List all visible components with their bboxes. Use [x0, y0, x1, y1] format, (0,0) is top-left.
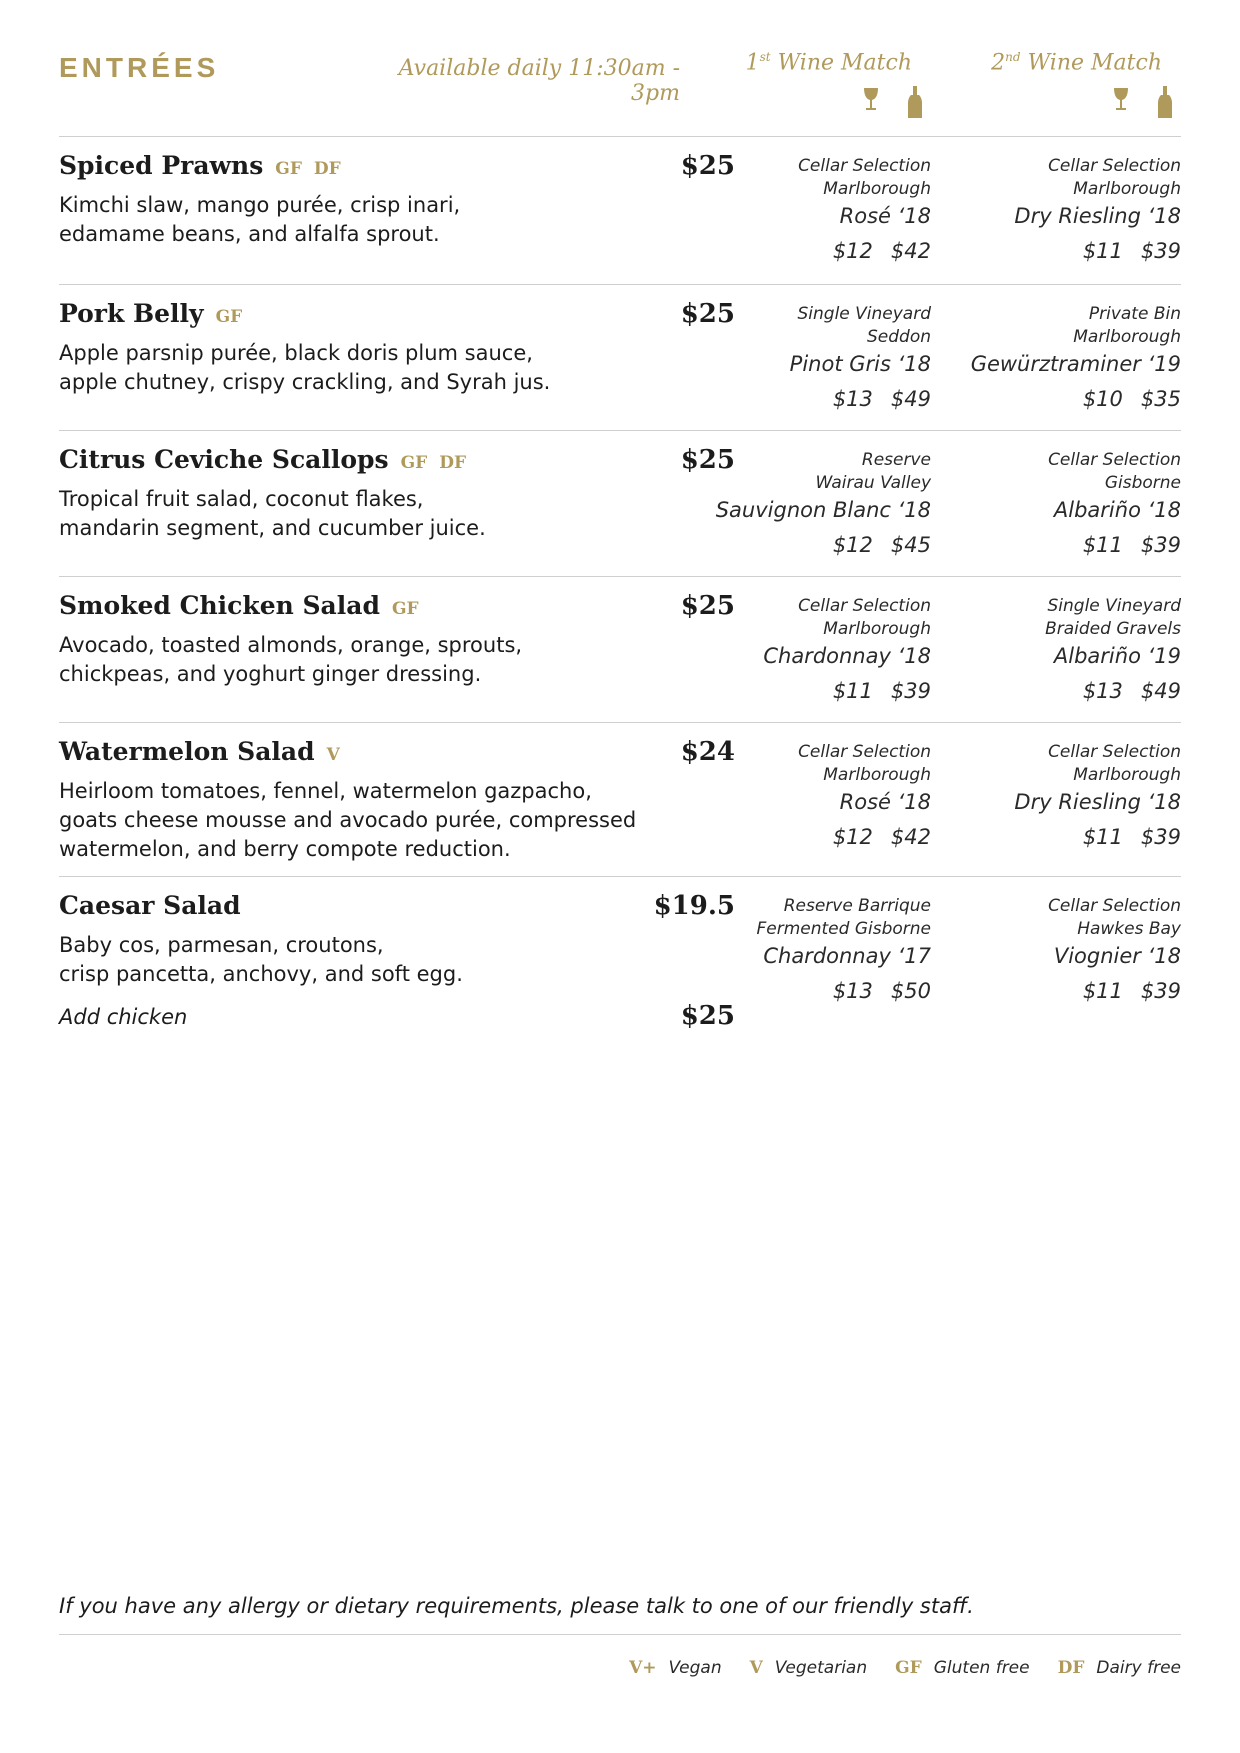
menu-item	[59, 722, 1181, 877]
bottle-price: $35	[1140, 387, 1181, 411]
glass-price: $11	[1082, 825, 1123, 849]
dish-name-line	[59, 151, 341, 180]
bottle-price: $42	[890, 239, 931, 263]
glass-price: $11	[832, 679, 873, 703]
wine-region: Seddon	[866, 327, 931, 347]
wine-glass-icon	[1114, 88, 1128, 110]
dish-description-line: apple chutney, crispy crackling, and Syrah jus.	[59, 370, 551, 394]
wine-region: Marlborough	[1073, 765, 1181, 785]
dish-description	[59, 485, 659, 543]
wine-region: Hawkes Bay	[1077, 919, 1181, 939]
bottle-price: $39	[890, 679, 931, 703]
wine-match-1	[671, 155, 931, 270]
wine-match-1-label: Wine Match	[777, 50, 912, 76]
dish-description-line: Kimchi slaw, mango purée, crisp inari,	[59, 193, 461, 217]
allergy-note: If you have any allergy or dietary requirements, please talk to one of our friendly staff.	[59, 1594, 974, 1618]
wine-prices	[921, 232, 1181, 270]
wine-prices	[671, 818, 931, 856]
menu-item	[59, 430, 1181, 577]
wine-match-1	[671, 595, 931, 710]
dish-description-line: edamame beans, and alfalfa sprout.	[59, 222, 440, 246]
dish-price: $25	[680, 445, 735, 475]
wine-name: Pinot Gris ‘18	[789, 352, 931, 376]
wine-match-1	[671, 895, 931, 1010]
dish-description-line: Avocado, toasted almonds, orange, sprouts,	[59, 633, 523, 657]
wine-name: Rosé ‘18	[839, 204, 931, 228]
wine-match-1-suffix: st	[759, 50, 771, 64]
dish-name: Smoked Chicken Salad	[59, 591, 380, 620]
wine-match-2-number: 2	[991, 50, 1006, 76]
wine-bottle-icon	[908, 86, 922, 118]
legend-label: Dairy free	[1096, 1658, 1181, 1678]
wine-region: Marlborough	[1073, 327, 1181, 347]
wine-label: Cellar Selection	[1048, 742, 1181, 762]
wine-match-1	[671, 741, 931, 856]
glass-price: $13	[832, 387, 873, 411]
wine-match-2-label: Wine Match	[1027, 50, 1162, 76]
menu-item	[59, 137, 1181, 284]
wine-label: Cellar Selection	[798, 596, 931, 616]
bottle-price: $39	[1140, 239, 1181, 263]
wine-name: Dry Riesling ‘18	[1014, 790, 1181, 814]
wine-match-1-number: 1	[745, 50, 760, 76]
wine-match-1	[671, 303, 931, 418]
bottle-price: $39	[1140, 825, 1181, 849]
wine-label: Cellar Selection	[798, 742, 931, 762]
legend-symbol: GF	[895, 1658, 922, 1678]
wine-label: Private Bin	[1088, 304, 1181, 324]
bottle-price: $45	[890, 533, 931, 557]
wine-prices	[921, 818, 1181, 856]
glass-price: $12	[832, 239, 873, 263]
bottle-price: $49	[1140, 679, 1181, 703]
bottle-price: $42	[890, 825, 931, 849]
menu-item	[59, 284, 1181, 431]
dish-price: $19.5	[653, 891, 735, 921]
glass-price: $10	[1082, 387, 1123, 411]
dish-description	[59, 631, 659, 689]
dietary-tag: GF	[215, 307, 243, 327]
wine-label: Cellar Selection	[1048, 156, 1181, 176]
wine-label: Single Vineyard	[1047, 596, 1181, 616]
menu-item	[59, 876, 1181, 1047]
legend-item	[750, 1658, 868, 1678]
dish-price: $25	[680, 299, 735, 329]
dish-description-line: crisp pancetta, anchovy, and soft egg.	[59, 962, 463, 986]
wine-name: Gewürztraminer ‘19	[970, 352, 1181, 376]
dish-description	[59, 191, 659, 249]
dietary-tag: GF	[391, 599, 419, 619]
wine-match-2-heading	[962, 50, 1162, 75]
dish-name-line	[59, 299, 242, 328]
dish-name-line	[59, 591, 419, 620]
menu-item	[59, 576, 1181, 723]
bottle-price: $50	[890, 979, 931, 1003]
dietary-tag: DF	[439, 453, 467, 473]
legend-symbol: V+	[629, 1658, 657, 1678]
wine-name: Albariño ‘19	[1053, 644, 1181, 668]
legend-item	[1058, 1658, 1181, 1678]
bottle-price: $39	[1140, 979, 1181, 1003]
legend-item	[895, 1658, 1029, 1678]
glass-price: $12	[832, 533, 873, 557]
legend-label: Vegetarian	[774, 1658, 868, 1678]
dish-description-line: Baby cos, parmesan, croutons,	[59, 933, 384, 957]
wine-match-2	[921, 741, 1181, 856]
legend-label: Gluten free	[933, 1658, 1030, 1678]
dietary-tag: GF	[275, 159, 302, 179]
dish-name-line	[59, 891, 241, 920]
availability-note: Available daily 11:30am - 3pm	[398, 56, 680, 106]
wine-prices	[671, 526, 931, 564]
dish-name: Citrus Ceviche Scallops	[59, 445, 389, 474]
wine-match-2	[921, 595, 1181, 710]
wine-region: Marlborough	[823, 619, 931, 639]
dish-price: $24	[680, 737, 735, 767]
dish-name-line	[59, 445, 466, 474]
wine-prices	[671, 972, 931, 1010]
dietary-tag: GF	[400, 453, 428, 473]
legend-label: Vegan	[668, 1658, 722, 1678]
addon-label: Add chicken	[59, 1005, 188, 1029]
wine-name: Dry Riesling ‘18	[1014, 204, 1181, 228]
wine-name: Chardonnay ‘17	[763, 944, 931, 968]
wine-match-2-suffix: nd	[1005, 50, 1021, 64]
bottle-price: $49	[890, 387, 931, 411]
dish-description	[59, 777, 659, 864]
wine-label: Single Vineyard	[797, 304, 931, 324]
dish-description	[59, 339, 659, 397]
addon-price: $25	[680, 1001, 735, 1031]
dish-name: Watermelon Salad	[59, 737, 315, 766]
dish-description-line: chickpeas, and yoghurt ginger dressing.	[59, 662, 482, 686]
wine-label: Cellar Selection	[798, 156, 931, 176]
wine-match-1-heading	[712, 50, 912, 75]
dish-name: Pork Belly	[59, 299, 204, 328]
dish-description-line: Tropical fruit salad, coconut flakes,	[59, 487, 424, 511]
wine-region: Fermented Gisborne	[756, 919, 931, 939]
dish-price: $25	[680, 591, 735, 621]
legend-symbol: V	[749, 1658, 763, 1678]
wine-glass-icon	[864, 88, 878, 110]
dish-description-line: Apple parsnip purée, black doris plum sauce,	[59, 341, 533, 365]
dish-price: $25	[680, 151, 735, 181]
dish-name: Spiced Prawns	[59, 151, 264, 180]
wine-name: Albariño ‘18	[1053, 498, 1181, 522]
glass-price: $13	[1082, 679, 1123, 703]
wine-name: Chardonnay ‘18	[763, 644, 931, 668]
wine-region: Wairau Valley	[815, 473, 931, 493]
wine-region: Braided Gravels	[1045, 619, 1181, 639]
glass-price: $13	[832, 979, 873, 1003]
legend-item	[629, 1658, 722, 1678]
wine-prices	[921, 526, 1181, 564]
legend-symbol: DF	[1057, 1658, 1085, 1678]
footer-divider	[59, 1634, 1181, 1635]
dietary-legend	[601, 1658, 1181, 1678]
dish-description	[59, 931, 659, 989]
glass-price: $12	[832, 825, 873, 849]
dish-description-line: Heirloom tomatoes, fennel, watermelon gazpacho,	[59, 779, 592, 803]
glass-price: $11	[1082, 533, 1123, 557]
wine-match-2	[921, 155, 1181, 270]
wine-prices	[671, 672, 931, 710]
wine-region: Gisborne	[1104, 473, 1181, 493]
wine-label: Cellar Selection	[1048, 896, 1181, 916]
wine-match-2	[921, 895, 1181, 1010]
wine-bottle-icon	[1158, 86, 1172, 118]
wine-match-1	[671, 449, 931, 564]
dish-description-line: mandarin segment, and cucumber juice.	[59, 516, 486, 540]
glass-price: $11	[1082, 239, 1123, 263]
wine-label: Cellar Selection	[1048, 450, 1181, 470]
dish-description-line: goats cheese mousse and avocado purée, compressed	[59, 808, 637, 832]
dish-name: Caesar Salad	[59, 891, 241, 920]
wine-match-1-icons	[846, 86, 926, 118]
dietary-tag: DF	[313, 159, 341, 179]
glass-price: $11	[1082, 979, 1123, 1003]
section-title: ENTRÉES	[59, 52, 220, 83]
wine-match-2	[921, 449, 1181, 564]
wine-name: Viognier ‘18	[1053, 944, 1181, 968]
wine-prices	[671, 380, 931, 418]
wine-prices	[921, 380, 1181, 418]
dietary-tag: V	[326, 745, 340, 765]
wine-match-2	[921, 303, 1181, 418]
wine-region: Marlborough	[823, 179, 931, 199]
dish-name-line	[59, 737, 340, 766]
wine-label: Reserve	[861, 450, 931, 470]
wine-region: Marlborough	[1073, 179, 1181, 199]
wine-name: Rosé ‘18	[839, 790, 931, 814]
wine-label: Reserve Barrique	[783, 896, 931, 916]
wine-prices	[921, 672, 1181, 710]
wine-prices	[921, 972, 1181, 1010]
wine-prices	[671, 232, 931, 270]
bottle-price: $39	[1140, 533, 1181, 557]
wine-region: Marlborough	[823, 765, 931, 785]
wine-match-2-icons	[1096, 86, 1176, 118]
wine-name: Sauvignon Blanc ‘18	[715, 498, 931, 522]
dish-description-line: watermelon, and berry compote reduction.	[59, 837, 511, 861]
